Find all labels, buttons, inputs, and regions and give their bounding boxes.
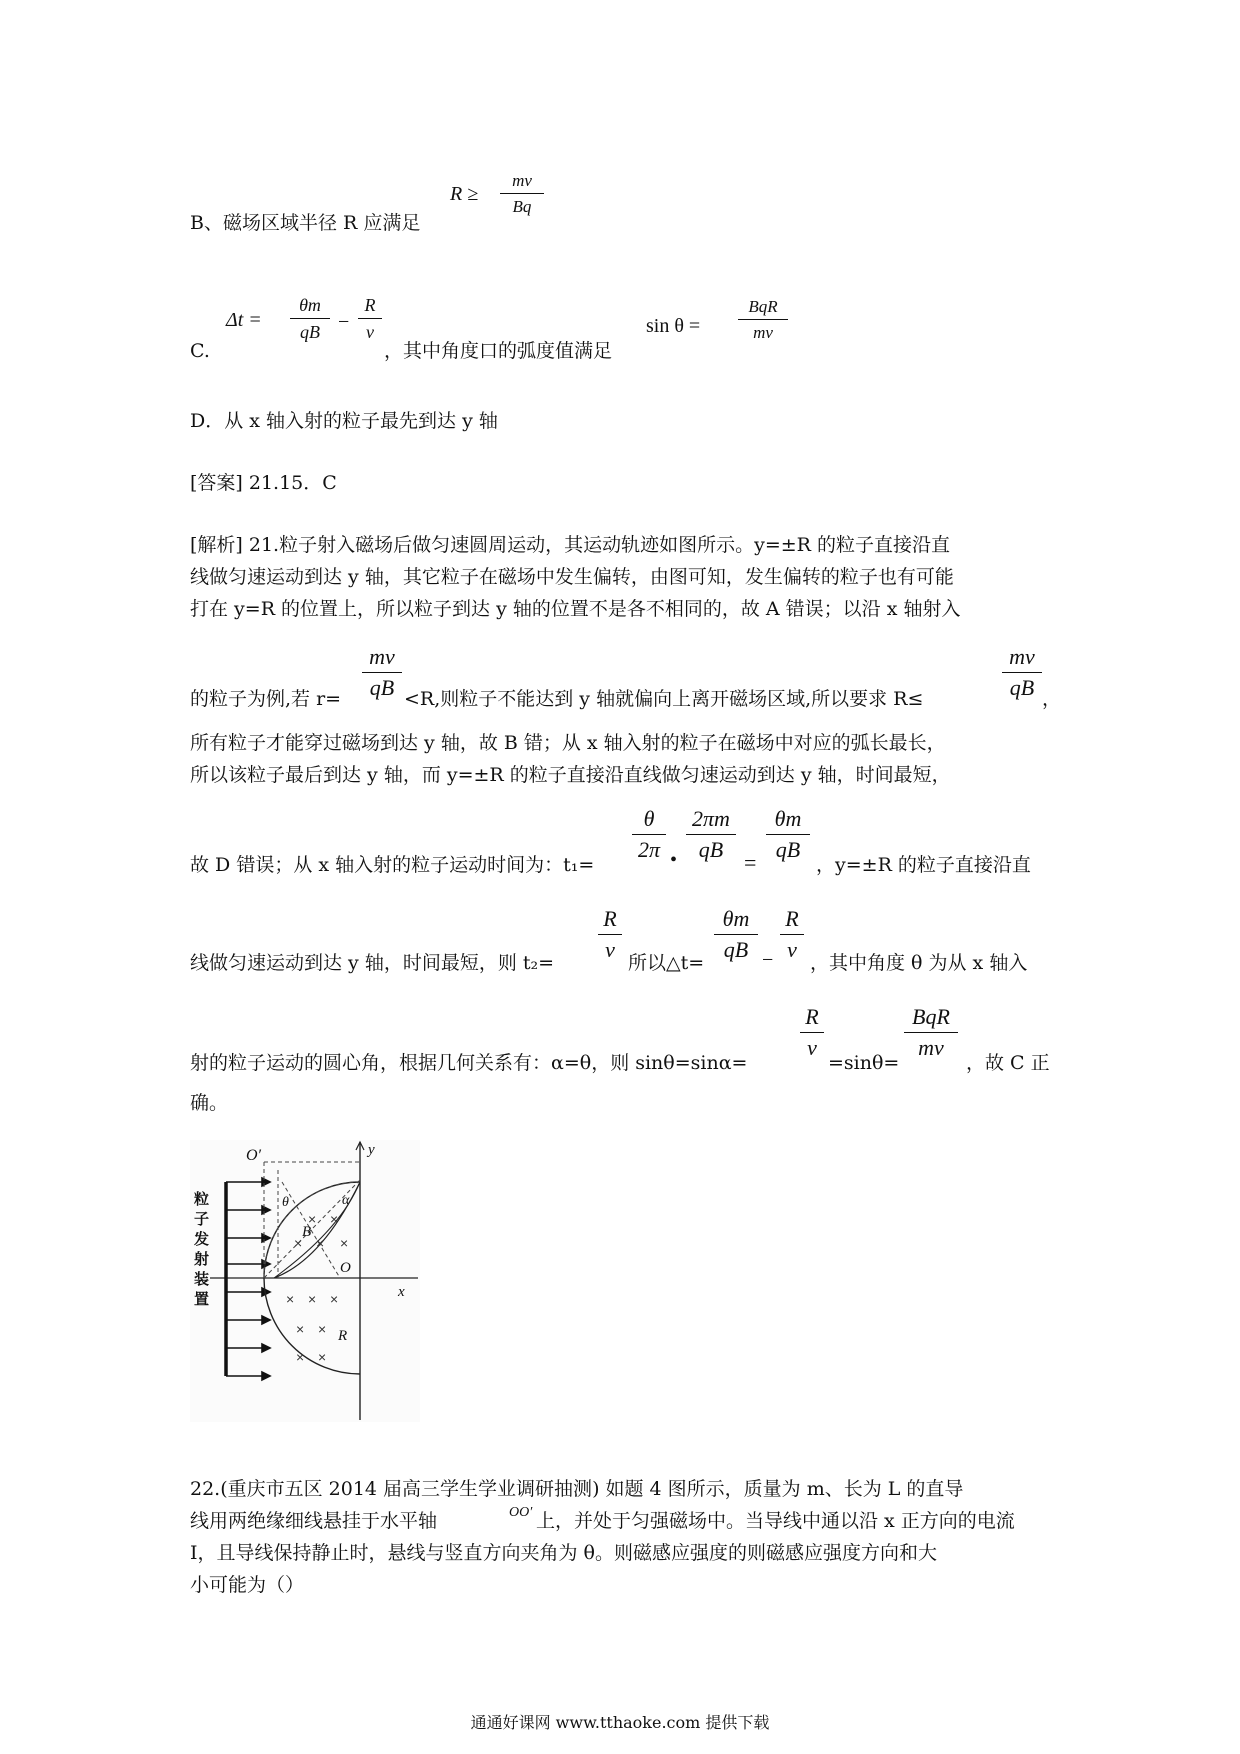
analysis-line-9-fraction-2 (904, 1006, 958, 1059)
analysis-line-7-fraction-3 (766, 808, 810, 861)
frac-den: qB (775, 837, 801, 862)
analysis-line-7-dot: • (670, 849, 678, 871)
label-r: R (338, 1328, 348, 1344)
question-22-line-3: I，且导线保持静止时，悬线与竖直方向夹角为 θ。则磁感应强度的则磁感应强度方向和大 (190, 1542, 937, 1564)
frac-den: qB (1009, 675, 1035, 700)
analysis-line-8-fraction-2 (714, 908, 758, 961)
analysis-line-5: 所有粒子才能穿过磁场到达 y 轴，故 B 错；从 x 轴入射的粒子在磁场中对应的弧长最长， (190, 732, 946, 754)
analysis-line-4-fraction-2 (1002, 646, 1042, 699)
label-theta: θ (282, 1195, 289, 1210)
answer-text: [答案] 21.15．C (190, 472, 337, 494)
svg-text:粒: 粒 (194, 1190, 210, 1208)
frac-num: θ (643, 806, 655, 831)
frac-bar (362, 672, 402, 673)
frac-num: mv (369, 644, 395, 669)
label-o: O (340, 1260, 351, 1276)
svg-text:×: × (318, 1321, 327, 1337)
analysis-line-4c: ， (1042, 688, 1062, 710)
analysis-line-3: 打在 y=R 的位置上，所以粒子到达 y 轴的位置不是各不相同的，故 A 错误；以沿 x 轴射入 (190, 598, 961, 620)
svg-text:装: 装 (194, 1270, 210, 1288)
svg-text:×: × (296, 1321, 305, 1337)
question-22-axis-label: OO′ (509, 1505, 533, 1520)
frac-num: BqR (748, 297, 778, 316)
analysis-line-10: 确。 (190, 1092, 229, 1114)
option-c-minus: − (338, 311, 350, 333)
label-alpha: α (342, 1193, 350, 1208)
analysis-line-8c: ，其中角度 θ 为从 x 轴入 (810, 952, 1028, 974)
option-c-fraction-2 (358, 296, 382, 341)
frac-bar (500, 193, 544, 194)
frac-bar (800, 1032, 824, 1033)
svg-text:×: × (308, 1211, 317, 1227)
svg-text:射: 射 (194, 1250, 210, 1268)
option-c-fraction-3 (738, 298, 788, 341)
frac-den: v (787, 937, 797, 962)
analysis-line-7a: 故 D 错误；从 x 轴入射的粒子运动时间为：t₁= (190, 854, 595, 876)
frac-bar (1002, 672, 1042, 673)
analysis-line-8-minus: − (762, 949, 774, 971)
frac-bar (358, 318, 382, 319)
analysis-line-2: 线做匀速运动到达 y 轴，其它粒子在磁场中发生偏转，由图可知，发生偏转的粒子也有可能 (190, 566, 954, 588)
svg-text:×: × (316, 1235, 325, 1251)
option-c-label: C. (190, 340, 210, 362)
frac-bar (290, 318, 330, 319)
option-c-text: ，其中角度口的弧度值满足 (384, 340, 613, 362)
trajectory-figure (190, 1140, 420, 1422)
frac-num: R (603, 906, 617, 931)
frac-num: θm (722, 906, 750, 931)
frac-num: R (785, 906, 799, 931)
svg-text:发: 发 (194, 1230, 210, 1248)
option-d-text: D．从 x 轴入射的粒子最先到达 y 轴 (190, 410, 498, 432)
option-b-fraction (500, 172, 544, 215)
frac-den: mv (753, 323, 773, 342)
analysis-line-7-fraction-1 (632, 808, 666, 861)
frac-bar (766, 834, 810, 835)
frac-num: mv (512, 171, 532, 190)
frac-bar (714, 934, 758, 935)
question-22-line-2b: 上，并处于匀强磁场中。当导线中通以沿 x 正方向的电流 (536, 1510, 1015, 1532)
frac-bar (686, 834, 736, 835)
frac-den: 2π (637, 837, 661, 862)
frac-num: R (805, 1004, 819, 1029)
question-22-line-1: 22.(重庆市五区 2014 届高三学生学业调研抽测) 如题 4 图所示，质量为 m、长为 L 的直导 (190, 1478, 964, 1500)
analysis-line-9c: ，故 C 正 (966, 1052, 1050, 1074)
analysis-line-7b: ，y=±R 的粒子直接沿直 (816, 854, 1031, 876)
analysis-line-4a: 的粒子为例,若 r= (190, 688, 342, 710)
frac-den: Bq (512, 197, 532, 216)
frac-num: BqR (912, 1004, 950, 1029)
frac-bar (632, 834, 666, 835)
frac-den: v (807, 1035, 817, 1060)
analysis-line-4b: <R,则粒子不能达到 y 轴就偏向上离开磁场区域,所以要求 R≤ (404, 688, 924, 710)
analysis-line-8b: 所以△t= (628, 952, 705, 974)
frac-num: mv (1009, 644, 1035, 669)
frac-den: qB (369, 675, 395, 700)
frac-num: 2πm (692, 806, 730, 831)
svg-text:×: × (330, 1211, 339, 1227)
frac-den: mv (918, 1035, 944, 1060)
option-b-lhs: R ≥ (450, 183, 479, 205)
frac-den: qB (723, 937, 749, 962)
svg-text:×: × (340, 1235, 349, 1251)
analysis-line-8-fraction-3 (780, 908, 804, 961)
label-b: B (302, 1224, 312, 1240)
svg-text:×: × (294, 1235, 303, 1251)
analysis-line-8a: 线做匀速运动到达 y 轴，时间最短，则 t₂= (190, 952, 555, 974)
analysis-line-7-equals: = (744, 850, 757, 875)
svg-text:子: 子 (194, 1210, 210, 1228)
frac-num: R (364, 295, 376, 315)
svg-text:×: × (286, 1291, 295, 1307)
option-c-fraction-1 (290, 296, 330, 341)
analysis-line-9-fraction-1 (800, 1006, 824, 1059)
label-y: y (368, 1142, 375, 1158)
question-22-line-2a: 线用两绝缘细线悬挂于水平轴 (190, 1510, 438, 1532)
svg-text:×: × (318, 1349, 327, 1365)
analysis-line-6: 所以该粒子最后到达 y 轴，而 y=±R 的粒子直接沿直线做匀速运动到达 y 轴，时间最短， (190, 764, 951, 786)
page-footer: 通通好课网 www.tthaoke.com 提供下载 (470, 1713, 770, 1732)
question-22-line-4: 小可能为（） (190, 1574, 305, 1596)
analysis-line-9b: =sinθ= (828, 1052, 900, 1074)
analysis-line-7-fraction-2 (686, 808, 736, 861)
label-o-prime: O′ (246, 1147, 262, 1164)
analysis-line-1: [解析] 21.粒子射入磁场后做匀速圆周运动，其运动轨迹如图所示。y=±R 的粒子直接沿直 (190, 534, 951, 556)
frac-bar (904, 1032, 958, 1033)
frac-bar (738, 319, 788, 320)
option-c-lhs: Δt = (226, 309, 262, 331)
option-b-text: B、磁场区域半径 R 应满足 (190, 212, 421, 234)
frac-num: θm (774, 806, 802, 831)
label-x: x (398, 1284, 405, 1300)
svg-text:置: 置 (194, 1290, 210, 1308)
option-c-sin-lhs: sin θ = (646, 315, 701, 337)
analysis-line-8-fraction-1 (598, 908, 622, 961)
frac-den: qB (698, 837, 724, 862)
frac-bar (780, 934, 804, 935)
frac-den: v (605, 937, 615, 962)
frac-den: qB (300, 322, 320, 342)
svg-text:×: × (308, 1291, 317, 1307)
frac-den: v (366, 322, 374, 342)
frac-bar (598, 934, 622, 935)
svg-text:×: × (296, 1349, 305, 1365)
analysis-line-4-fraction-1 (362, 646, 402, 699)
svg-text:×: × (330, 1291, 339, 1307)
analysis-line-9a: 射的粒子运动的圆心角，根据几何关系有：α=θ，则 sinθ=sinα= (190, 1052, 748, 1074)
frac-num: θm (299, 295, 321, 315)
